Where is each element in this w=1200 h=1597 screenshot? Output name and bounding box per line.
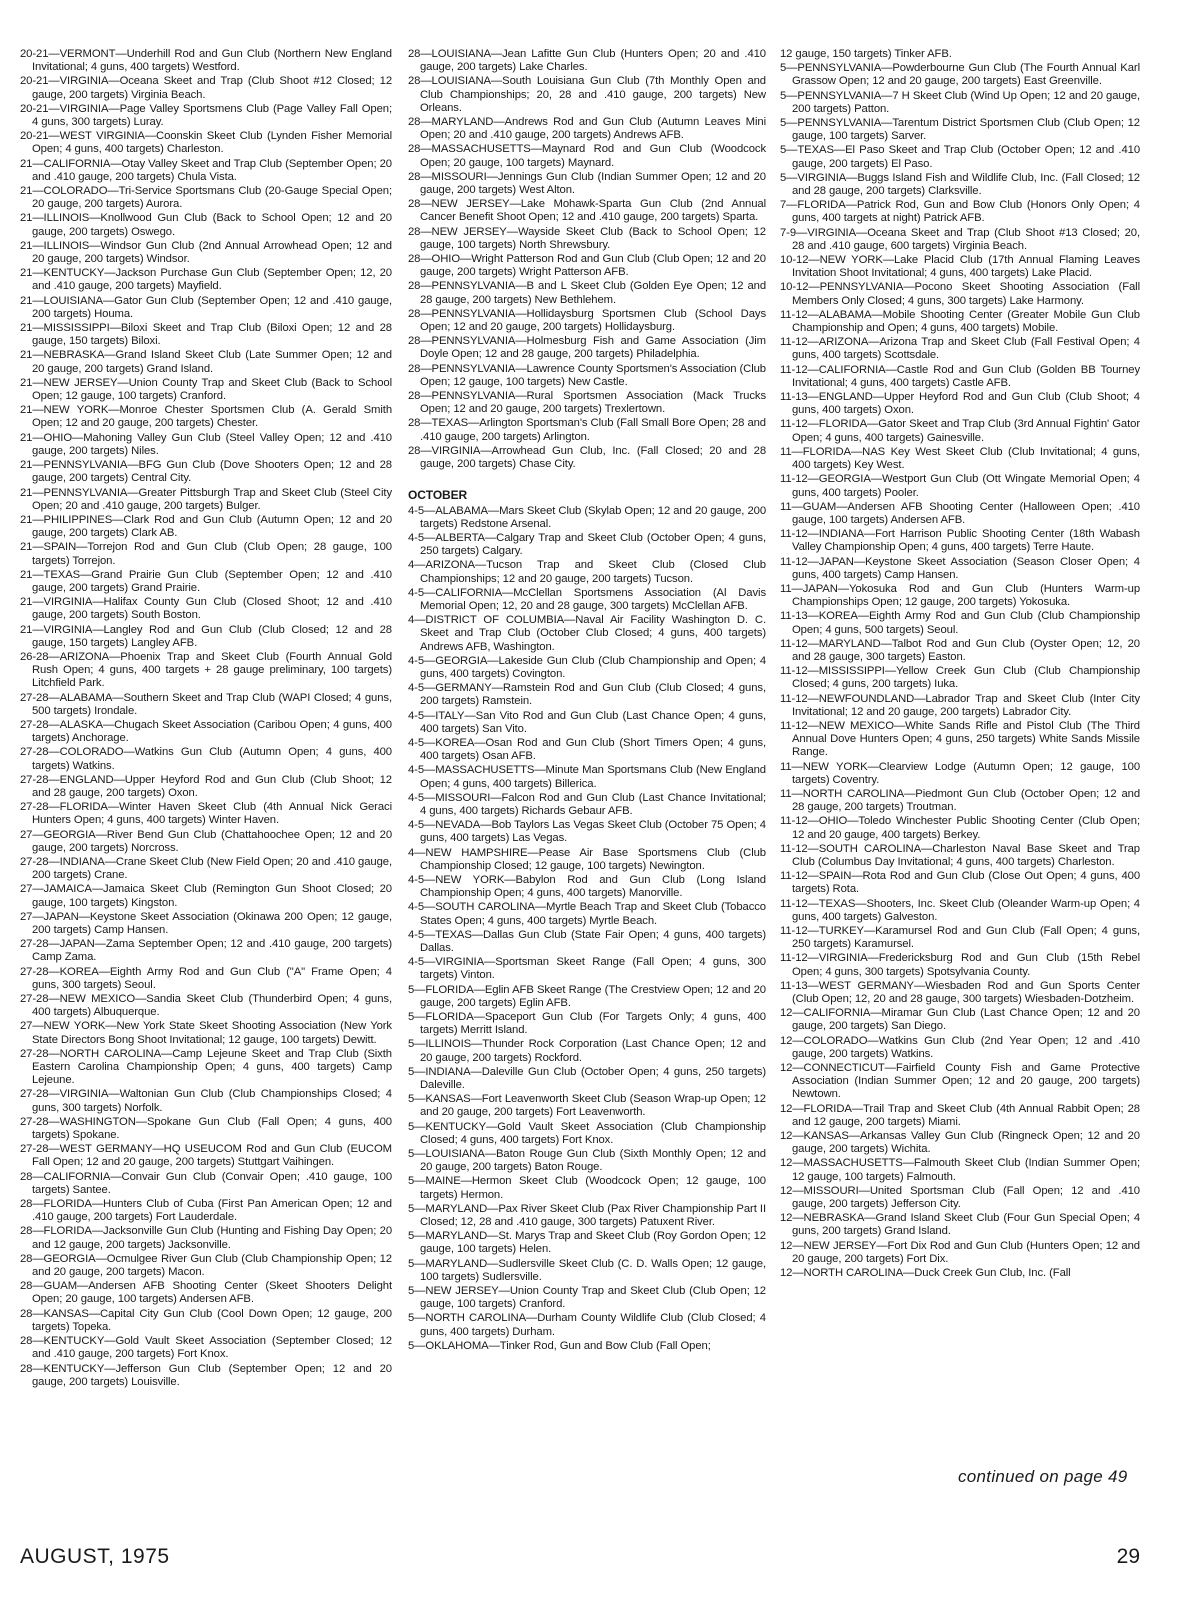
event-entry: 21—VIRGINIA—Halifax County Gun Club (Closed Shoot; 12 and .410 gauge, 200 targets) South Boston. <box>20 596 392 622</box>
event-entry: 10-12—NEW YORK—Lake Placid Club (17th Annual Flaming Leaves Invitation Shoot Invitational; 4 guns, 400 targets) Lake Placid. <box>780 254 1140 280</box>
event-entry: 21—TEXAS—Grand Prairie Gun Club (September Open; 12 and .410 gauge, 200 targets) Grand Prairie. <box>20 568 392 594</box>
event-entry: 21—COLORADO—Tri-Service Sportsmans Club (20-Gauge Special Open; 20 gauge, 200 targets) Aurora. <box>20 185 392 211</box>
event-entry: 12—COLORADO—Watkins Gun Club (2nd Year Open; 12 and .410 gauge, 200 targets) Watkins. <box>780 1034 1140 1060</box>
event-entry: 28—OHIO—Wright Patterson Rod and Gun Club (Club Open; 12 and 20 gauge, 200 targets) Wright Patterson AFB. <box>408 253 766 279</box>
event-entry: 11—NORTH CAROLINA—Piedmont Gun Club (October Open; 12 and 28 gauge, 200 targets) Troutman. <box>780 787 1140 814</box>
event-entry: 21—KENTUCKY—Jackson Purchase Gun Club (September Open; 12, 20 and .410 gauge, 200 targets) Mayfield. <box>20 267 392 293</box>
event-entry: 12—CONNECTICUT—Fairfield County Fish and Game Protective Association (Indian Summer Open; 12 and 20 gauge, 200 targets) Newtown. <box>780 1062 1140 1101</box>
event-entry: 5—MAINE—Hermon Skeet Club (Woodcock Open; 12 gauge, 100 targets) Hermon. <box>408 1175 766 1201</box>
event-entry: 12—MISSOURI—United Sportsman Club (Fall Open; 12 and .410 gauge, 200 targets) Jefferson City. <box>780 1184 1140 1211</box>
event-entry: 28—MARYLAND—Andrews Rod and Gun Club (Autumn Leaves Mini Open; 20 and .410 gauge, 200 targets) Andrews AFB. <box>408 116 766 142</box>
event-entry: 4—DISTRICT OF COLUMBIA—Naval Air Facility Washington D. C. Skeet and Trap Club (October Club Closed; 4 guns, 400 targets) Andrews AFB, Washington. <box>408 614 766 653</box>
event-entry: 11-12—FLORIDA—Gator Skeet and Trap Club (3rd Annual Fightin' Gator Open; 4 guns, 400 targets) Gainesville. <box>780 418 1140 444</box>
event-entry: 28—FLORIDA—Hunters Club of Cuba (First Pan American Open; 12 and .410 gauge, 200 targets) Fort Lauderdale. <box>20 1198 392 1224</box>
event-entry: 28—KENTUCKY—Gold Vault Skeet Association (September Closed; 12 and .410 gauge, 200 targets) Fort Knox. <box>20 1335 392 1361</box>
event-entry: 26-28—ARIZONA—Phoenix Trap and Skeet Club (Fourth Annual Gold Rush Open; 4 guns, 400 targets + 28 gauge preliminary, 100 targets) Litchfield Park. <box>20 650 392 690</box>
event-entry: 21—OHIO—Mahoning Valley Gun Club (Steel Valley Open; 12 and .410 gauge, 200 targets) Niles. <box>20 431 392 457</box>
event-entry: 5—MARYLAND—Pax River Skeet Club (Pax River Championship Part II Closed; 12, 28 and .410 gauge, 300 targets) Patuxent River. <box>408 1202 766 1229</box>
event-entry: 7—FLORIDA—Patrick Rod, Gun and Bow Club (Honors Only Open; 4 guns, 400 targets at night) Patrick AFB. <box>780 199 1140 225</box>
event-entry: 5—NORTH CAROLINA—Durham County Wildlife Club (Club Closed; 4 guns, 400 targets) Durham. <box>408 1312 766 1338</box>
event-entry: 27-28—FLORIDA—Winter Haven Skeet Club (4th Annual Nick Geraci Hunters Open; 4 guns, 400 targets) Winter Haven. <box>20 801 392 827</box>
event-entry: 11-12—SOUTH CAROLINA—Charleston Naval Base Skeet and Trap Club (Columbus Day Invitational; 4 guns, 400 targets) Charleston. <box>780 842 1140 868</box>
event-entry: 27-28—KOREA—Eighth Army Rod and Gun Club ("A" Frame Open; 4 guns, 300 targets) Seoul. <box>20 965 392 991</box>
continued-note: continued on page 49 <box>958 1467 1128 1486</box>
event-entry: 27-28—ALABAMA—Southern Skeet and Trap Club (WAPI Closed; 4 guns, 500 targets) Irondale. <box>20 691 392 717</box>
event-entry: 11-12—TEXAS—Shooters, Inc. Skeet Club (Oleander Warm-up Open; 4 guns, 400 targets) Galveston. <box>780 897 1140 923</box>
page-number: 29 <box>1116 1545 1140 1568</box>
event-entry: 4-5—GEORGIA—Lakeside Gun Club (Club Championship and Open; 4 guns, 400 targets) Covington. <box>408 654 766 680</box>
event-entry: 28—GEORGIA—Ocmulgee River Gun Club (Club Championship Open; 12 and 20 gauge, 200 targets) Macon. <box>20 1252 392 1279</box>
event-entry: 28—TEXAS—Arlington Sportsman's Club (Fall Small Bore Open; 28 and .410 gauge, 200 targets) Arlington. <box>408 417 766 443</box>
event-entry: 12—FLORIDA—Trail Trap and Skeet Club (4th Annual Rabbit Open; 28 and 12 gauge, 200 targets) Miami. <box>780 1102 1140 1128</box>
event-entry: 4—NEW HAMPSHIRE—Pease Air Base Sportsmens Club (Club Championship Closed; 12 gauge, 100 targets) Newington. <box>408 846 766 872</box>
event-entry: 28—KENTUCKY—Jefferson Gun Club (September Open; 12 and 20 gauge, 200 targets) Louisville. <box>20 1362 392 1388</box>
event-entry: 28—CALIFORNIA—Convair Gun Club (Convair Open; .410 gauge, 100 targets) Santee. <box>20 1170 392 1196</box>
event-entry: 5—PENNSYLVANIA—Tarentum District Sportsmen Club (Club Open; 12 gauge, 100 targets) Sarver. <box>780 117 1140 143</box>
event-entry: 4—ARIZONA—Tucson Trap and Skeet Club (Closed Club Championships; 12 and 20 gauge, 200 targets) Tucson. <box>408 559 766 585</box>
event-entry: 11-13—ENGLAND—Upper Heyford Rod and Gun Club (Club Shoot; 4 guns, 400 targets) Oxon. <box>780 391 1140 417</box>
event-entry: 21—PENNSYLVANIA—BFG Gun Club (Dove Shooters Open; 12 and 28 gauge, 200 targets) Central City. <box>20 459 392 485</box>
event-entry: 11-12—MARYLAND—Talbot Rod and Gun Club (Oyster Open; 12, 20 and 28 gauge, 300 targets) Easton. <box>780 637 1140 663</box>
event-entry: 20-21—VIRGINIA—Oceana Skeet and Trap (Club Shoot #12 Closed; 12 gauge, 200 targets) Virginia Beach. <box>20 75 392 101</box>
event-entry: 27-28—VIRGINIA—Waltonian Gun Club (Club Championships Closed; 4 guns, 300 targets) Norfolk. <box>20 1088 392 1114</box>
event-entry: 28—LOUISIANA—South Louisiana Gun Club (7th Monthly Open and Club Championships; 20, 28 and .410 gauge, 200 targets) New Orleans. <box>408 75 766 114</box>
event-entry: 27-28—JAPAN—Zama September Open; 12 and .410 gauge, 200 targets) Camp Zama. <box>20 938 392 964</box>
event-entry: 5—OKLAHOMA—Tinker Rod, Gun and Bow Club (Fall Open; <box>408 1339 711 1352</box>
event-entry: 5—LOUISIANA—Baton Rouge Gun Club (Sixth Monthly Open; 12 and 20 gauge, 200 targets) Baton Rouge. <box>408 1148 766 1174</box>
event-entry: 4-5—ITALY—San Vito Rod and Gun Club (Last Chance Open; 4 guns, 400 targets) San Vito. <box>408 709 766 735</box>
event-entry: 12—NORTH CAROLINA—Duck Creek Gun Club, Inc. (Fall <box>780 1267 1071 1280</box>
event-entry: 28—VIRGINIA—Arrowhead Gun Club, Inc. (Fall Closed; 20 and 28 gauge, 200 targets) Chase City. <box>408 444 766 471</box>
event-entry: 4-5—MASSACHUSETTS—Minute Man Sportsmans Club (New England Open; 4 guns, 400 targets) Billerica. <box>408 764 766 790</box>
event-entry: 10-12—PENNSYLVANIA—Pocono Skeet Shooting Association (Fall Members Only Closed; 4 guns, 300 targets) Lake Harmony. <box>780 281 1140 307</box>
event-entry: 21—CALIFORNIA—Otay Valley Skeet and Trap Club (September Open; 20 and .410 gauge, 200 targets) Chula Vista. <box>20 157 392 183</box>
event-entry: 11-12—MISSISSIPPI—Yellow Creek Gun Club (Club Championship Closed; 4 guns, 200 targets) Iuka. <box>780 665 1140 691</box>
event-entry: 28—PENNSYLVANIA—B and L Skeet Club (Golden Eye Open; 12 and 28 gauge, 200 targets) New Bethlehem. <box>408 280 766 306</box>
event-entry: 5—PENNSYLVANIA—Powderbourne Gun Club (The Fourth Annual Karl Grassow Open; 12 and 20 gauge, 200 targets) East Greenville. <box>780 62 1140 88</box>
event-entry: 27-28—WASHINGTON—Spokane Gun Club (Fall Open; 4 guns, 400 targets) Spokane. <box>20 1115 392 1142</box>
event-entry: 27-28—COLORADO—Watkins Gun Club (Autumn Open; 4 guns, 400 targets) Watkins. <box>20 746 392 772</box>
event-entry: 28—KANSAS—Capital City Gun Club (Cool Down Open; 12 gauge, 200 targets) Topeka. <box>20 1307 392 1333</box>
event-entry: 21—NEW YORK—Monroe Chester Sportsmen Club (A. Gerald Smith Open; 12 and 20 gauge, 200 targets) Chester. <box>20 404 392 430</box>
column-1 <box>20 48 392 1390</box>
event-entry: 5—MARYLAND—Sudlersville Skeet Club (C. D. Walls Open; 12 gauge, 100 targets) Sudlersville. <box>408 1257 766 1283</box>
event-entry: 27-28—NORTH CAROLINA—Camp Lejeune Skeet and Trap Club (Sixth Eastern Carolina Championship Open; 4 guns, 400 targets) Camp Lejeune. <box>20 1047 392 1087</box>
event-entry: 27—JAPAN—Keystone Skeet Association (Okinawa 200 Open; 12 gauge, 200 targets) Camp Hansen. <box>20 910 392 936</box>
event-entry: 27—GEORGIA—River Bend Gun Club (Chattahoochee Open; 12 and 20 gauge, 200 targets) Norcross. <box>20 828 392 854</box>
event-entry: 27-28—ALASKA—Chugach Skeet Association (Caribou Open; 4 guns, 400 targets) Anchorage. <box>20 718 392 745</box>
event-entry: 21—NEBRASKA—Grand Island Skeet Club (Late Summer Open; 12 and 20 gauge, 200 targets) Grand Island. <box>20 349 392 375</box>
event-entry: 7-9—VIRGINIA—Oceana Skeet and Trap (Club Shoot #13 Closed; 20, 28 and .410 gauge, 600 targets) Virginia Beach. <box>780 226 1140 252</box>
event-entry: 11-12—SPAIN—Rota Rod and Gun Club (Close Out Open; 4 guns, 400 targets) Rota. <box>780 870 1140 896</box>
event-entry: 11—NEW YORK—Clearview Lodge (Autumn Open; 12 gauge, 100 targets) Coventry. <box>780 760 1140 786</box>
event-entry: 11-12—CALIFORNIA—Castle Rod and Gun Club (Golden BB Tourney Invitational; 4 guns, 400 targets) Castle AFB. <box>780 363 1140 389</box>
event-entry: 5—NEW JERSEY—Union County Trap and Skeet Club (Club Open; 12 gauge, 100 targets) Cranford. <box>408 1285 766 1311</box>
event-entry: 11-12—TURKEY—Karamursel Rod and Gun Club (Fall Open; 4 guns, 250 targets) Karamursel. <box>780 925 1140 951</box>
event-entry: 5—KANSAS—Fort Leavenworth Skeet Club (Season Wrap-up Open; 12 and 20 gauge, 200 targets) Fort Leavenworth. <box>408 1093 766 1119</box>
event-entry: 28—PENNSYLVANIA—Holmesburg Fish and Game Association (Jim Doyle Open; 12 and 28 gauge, 200 targets) Philadelphia. <box>408 335 766 361</box>
event-entry: 28—PENNSYLVANIA—Hollidaysburg Sportsmen Club (School Days Open; 12 and 20 gauge, 200 targets) Hollidaysburg. <box>408 307 766 334</box>
event-entry: 4-5—KOREA—Osan Rod and Gun Club (Short Timers Open; 4 guns, 400 targets) Osan AFB. <box>408 736 766 763</box>
event-entry: 4-5—ALABAMA—Mars Skeet Club (Skylab Open; 12 and 20 gauge, 200 targets) Redstone Arsenal. <box>408 504 766 530</box>
event-entry: 11-12—ARIZONA—Arizona Trap and Skeet Club (Fall Festival Open; 4 guns, 400 targets) Scottsdale. <box>780 336 1140 362</box>
event-entry: 21—PENNSYLVANIA—Greater Pittsburgh Trap and Skeet Club (Steel City Open; 20 and .410 gauge, 200 targets) Bulger. <box>20 486 392 512</box>
event-entry: 12—MASSACHUSETTS—Falmouth Skeet Club (Indian Summer Open; 12 gauge, 100 targets) Falmouth. <box>780 1157 1140 1183</box>
event-entry: 27-28—INDIANA—Crane Skeet Club (New Field Open; 20 and .410 gauge, 200 targets) Crane. <box>20 855 392 882</box>
event-entry: 12—NEW JERSEY—Fort Dix Rod and Gun Club (Hunters Open; 12 and 20 gauge, 200 targets) Fort Dix. <box>780 1239 1140 1265</box>
event-entry: 21—SPAIN—Torrejon Rod and Gun Club (Club Open; 28 gauge, 100 targets) Torrejon. <box>20 541 392 567</box>
event-entry: 28—MISSOURI—Jennings Gun Club (Indian Summer Open; 12 and 20 gauge, 200 targets) West Alton. <box>408 170 766 197</box>
event-entry: 5—PENNSYLVANIA—7 H Skeet Club (Wind Up Open; 12 and 20 gauge, 200 targets) Patton. <box>780 89 1140 115</box>
event-entry: 12—KANSAS—Arkansas Valley Gun Club (Ringneck Open; 12 and 20 gauge, 200 targets) Wichita. <box>780 1130 1140 1156</box>
event-entry: 21—MISSISSIPPI—Biloxi Skeet and Trap Club (Biloxi Open; 12 and 28 gauge, 150 targets) Biloxi. <box>20 322 392 348</box>
event-entry: 20-21—VIRGINIA—Page Valley Sportsmens Club (Page Valley Fall Open; 4 guns, 300 targets) Luray. <box>20 102 392 129</box>
event-entry: 5—KENTUCKY—Gold Vault Skeet Association (Club Championship Closed; 4 guns, 400 targets) Fort Knox. <box>408 1120 766 1146</box>
event-entry: 11-13—WEST GERMANY—Wiesbaden Rod and Gun Sports Center (Club Open; 12, 20 and 28 gauge, 300 targets) Wiesbaden-Dotzheim. <box>780 979 1140 1006</box>
event-entry: 28—FLORIDA—Jacksonville Gun Club (Hunting and Fishing Day Open; 20 and 12 gauge, 200 targets) Jacksonville. <box>20 1225 392 1251</box>
event-entry: 5—FLORIDA—Eglin AFB Skeet Range (The Crestview Open; 12 and 20 gauge, 200 targets) Eglin AFB. <box>408 983 766 1009</box>
event-entry: 12 gauge, 150 targets) Tinker AFB. <box>780 48 952 60</box>
event-entry: 28—MASSACHUSETTS—Maynard Rod and Gun Club (Woodcock Open; 20 gauge, 100 targets) Maynard. <box>408 143 766 169</box>
event-entry: 5—TEXAS—El Paso Skeet and Trap Club (October Open; 12 and .410 gauge, 200 targets) El Paso. <box>780 144 1140 170</box>
issue-date: AUGUST, 1975 <box>20 1545 170 1568</box>
section-heading-october: OCTOBER <box>408 488 468 503</box>
event-entry: 4-5—MISSOURI—Falcon Rod and Gun Club (Last Chance Invitational; 4 guns, 400 targets) Richards Gebaur AFB. <box>408 791 766 817</box>
event-entry: 27-28—WEST GERMANY—HQ USEUCOM Rod and Gun Club (EUCOM Fall Open; 12 and 20 gauge, 200 targets) Stuttgart Vaihingen. <box>20 1143 392 1169</box>
event-entry: 5—INDIANA—Daleville Gun Club (October Open; 4 guns, 250 targets) Daleville. <box>408 1065 766 1092</box>
event-entry: 4-5—NEW YORK—Babylon Rod and Gun Club (Long Island Championship Open; 4 guns, 400 targets) Manorville. <box>408 873 766 900</box>
event-entry: 28—PENNSYLVANIA—Rural Sportsmen Association (Mack Trucks Open; 12 and 20 gauge, 200 targets) Trexlertown. <box>408 390 766 416</box>
event-entry: 21—ILLINOIS—Knollwood Gun Club (Back to School Open; 12 and 20 gauge, 200 targets) Oswego. <box>20 212 392 238</box>
event-entry: 21—LOUISIANA—Gator Gun Club (September Open; 12 and .410 gauge, 200 targets) Houma. <box>20 294 392 320</box>
event-entry: 4-5—CALIFORNIA—McClellan Sportsmens Association (Al Davis Memorial Open; 12, 20 and 28 gauge, 300 targets) McClellan AFB. <box>408 586 766 612</box>
event-entry: 21—ILLINOIS—Windsor Gun Club (2nd Annual Arrowhead Open; 12 and 20 gauge, 200 targets) Windsor. <box>20 239 392 266</box>
event-entry: 28—GUAM—Andersen AFB Shooting Center (Skeet Shooters Delight Open; 20 gauge, 100 targets) Andersen AFB. <box>20 1280 392 1306</box>
event-entry: 11-12—JAPAN—Keystone Skeet Association (Season Closer Open; 4 guns, 400 targets) Camp Hansen. <box>780 555 1140 581</box>
event-entry: 5—VIRGINIA—Buggs Island Fish and Wildlife Club, Inc. (Fall Closed; 12 and 28 gauge, 200 targets) Clarksville. <box>780 171 1140 198</box>
column-2 <box>408 48 766 1354</box>
event-entry: 11-12—OHIO—Toledo Winchester Public Shooting Center (Club Open; 12 and 20 gauge, 400 targets) Berkey. <box>780 815 1140 841</box>
event-entry: 5—ILLINOIS—Thunder Rock Corporation (Last Chance Open; 12 and 20 gauge, 200 targets) Rockford. <box>408 1038 766 1064</box>
event-entry: 4-5—GERMANY—Ramstein Rod and Gun Club (Club Closed; 4 guns, 200 targets) Ramstein. <box>408 682 766 708</box>
event-entry: 11-12—VIRGINIA—Fredericksburg Rod and Gun Club (15th Rebel Open; 4 guns, 300 targets) Spotsylvania County. <box>780 952 1140 978</box>
event-entry: 28—NEW JERSEY—Wayside Skeet Club (Back to School Open; 12 gauge, 100 targets) North Shrewsbury. <box>408 225 766 251</box>
event-entry: 21—PHILIPPINES—Clark Rod and Gun Club (Autumn Open; 12 and 20 gauge, 200 targets) Clark AB. <box>20 513 392 540</box>
event-entry: 11-12—INDIANA—Fort Harrison Public Shooting Center (18th Wabash Valley Championship Open; 4 guns, 400 targets) Terre Haute. <box>780 528 1140 554</box>
event-entry: 12—NEBRASKA—Grand Island Skeet Club (Four Gun Special Open; 4 guns, 200 targets) Grand Island. <box>780 1212 1140 1238</box>
event-entry: 28—PENNSYLVANIA—Lawrence County Sportsmen's Association (Club Open; 12 gauge, 100 targets) New Castle. <box>408 362 766 388</box>
event-entry: 5—FLORIDA—Spaceport Gun Club (For Targets Only; 4 guns, 400 targets) Merritt Island. <box>408 1011 766 1037</box>
event-entry: 4-5—SOUTH CAROLINA—Myrtle Beach Trap and Skeet Club (Tobacco States Open; 4 guns, 400 targets) Myrtle Beach. <box>408 901 766 927</box>
event-entry: 12—CALIFORNIA—Miramar Gun Club (Last Chance Open; 12 and 20 gauge, 200 targets) San Diego. <box>780 1007 1140 1033</box>
event-entry: 27-28—NEW MEXICO—Sandia Skeet Club (Thunderbird Open; 4 guns, 400 targets) Albuquerque. <box>20 993 392 1019</box>
event-entry: 4-5—ALBERTA—Calgary Trap and Skeet Club (October Open; 4 guns, 250 targets) Calgary. <box>408 531 766 558</box>
event-entry: 27—NEW YORK—New York State Skeet Shooting Association (New York State Directors Bong Shoot Invitational; 12 gauge, 100 targets) Dewitt. <box>20 1020 392 1046</box>
event-entry: 4-5—TEXAS—Dallas Gun Club (State Fair Open; 4 guns, 400 targets) Dallas. <box>408 928 766 954</box>
event-entry: 28—LOUISIANA—Jean Lafitte Gun Club (Hunters Open; 20 and .410 gauge, 200 targets) Lake Charles. <box>408 48 766 74</box>
event-entry: 4-5—VIRGINIA—Sportsman Skeet Range (Fall Open; 4 guns, 300 targets) Vinton. <box>408 956 766 982</box>
column-3 <box>780 48 1140 1281</box>
event-entry: 11-12—NEW MEXICO—White Sands Rifle and Pistol Club (The Third Annual Dove Hunters Open; 4 guns, 250 targets) White Sands Missile Range. <box>780 719 1140 759</box>
event-entry: 11-13—KOREA—Eighth Army Rod and Gun Club (Club Championship Open; 4 guns, 500 targets) Seoul. <box>780 610 1140 636</box>
event-entry: 27-28—ENGLAND—Upper Heyford Rod and Gun Club (Club Shoot; 12 and 28 gauge, 200 targets) Oxon. <box>20 773 392 799</box>
event-entry: 11-12—ALABAMA—Mobile Shooting Center (Greater Mobile Gun Club Championship and Open; 4 guns, 400 targets) Mobile. <box>780 308 1140 335</box>
event-entry: 21—NEW JERSEY—Union County Trap and Skeet Club (Back to School Open; 12 gauge, 100 targets) Cranford. <box>20 376 392 403</box>
event-entry: 11—JAPAN—Yokosuka Rod and Gun Club (Hunters Warm-up Championships Open; 12 gauge, 200 targets) Yokosuka. <box>780 582 1140 609</box>
event-entry: 20-21—WEST VIRGINIA—Coonskin Skeet Club (Lynden Fisher Memorial Open; 4 guns, 400 targets) Charleston. <box>20 130 392 156</box>
event-entry: 21—VIRGINIA—Langley Rod and Gun Club (Club Closed; 12 and 28 gauge, 150 targets) Langley AFB. <box>20 623 392 649</box>
event-entry: 28—NEW JERSEY—Lake Mohawk-Sparta Gun Club (2nd Annual Cancer Benefit Shoot Open; 12 and .410 gauge, 200 targets) Sparta. <box>408 198 766 224</box>
event-entry: 27—JAMAICA—Jamaica Skeet Club (Remington Gun Shoot Closed; 20 gauge, 100 targets) Kingston. <box>20 883 392 909</box>
event-entry: 11-12—NEWFOUNDLAND—Labrador Trap and Skeet Club (Inter City Invitational; 12 and 20 gauge, 200 targets) Labrador City. <box>780 692 1140 718</box>
event-entry: 5—MARYLAND—St. Marys Trap and Skeet Club (Roy Gordon Open; 12 gauge, 100 targets) Helen. <box>408 1230 766 1256</box>
event-entry: 11-12—GEORGIA—Westport Gun Club (Ott Wingate Memorial Open; 4 guns, 400 targets) Pooler. <box>780 473 1140 499</box>
event-entry: 11—GUAM—Andersen AFB Shooting Center (Halloween Open; .410 gauge, 100 targets) Andersen AFB. <box>780 500 1140 526</box>
event-entry: 11—FLORIDA—NAS Key West Skeet Club (Club Invitational; 4 guns, 400 targets) Key West. <box>780 445 1140 472</box>
event-entry: 20-21—VERMONT—Underhill Rod and Gun Club (Northern New England Invitational; 4 guns, 400 targets) Westford. <box>20 48 392 74</box>
event-entry: 4-5—NEVADA—Bob Taylors Las Vegas Skeet Club (October 75 Open; 4 guns, 400 targets) Las Vegas. <box>408 819 766 845</box>
